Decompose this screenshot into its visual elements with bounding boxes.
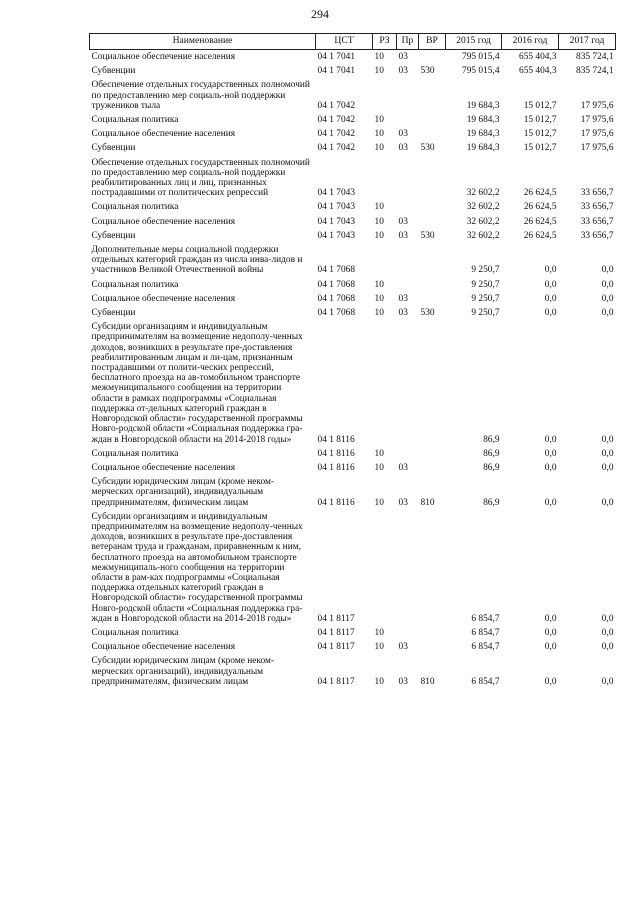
cell-2017: 17 975,6 (580, 129, 614, 140)
cell-pr (397, 198, 419, 212)
table-row (90, 154, 616, 199)
cell-cst: 04 1 7043 (317, 216, 355, 227)
cell-2017: 17 975,6 (580, 100, 614, 111)
cell-2017: 33 656,7 (580, 188, 614, 199)
cell-cst: 04 1 7043 (317, 230, 355, 241)
table-row (90, 290, 616, 304)
cell-2016: 15 012,7 (523, 129, 557, 140)
column-header-2017: 2017 год (559, 34, 616, 50)
cell-2017: 0,0 (601, 308, 614, 319)
cell-2015: 19 684,3 (466, 129, 500, 140)
cell-2015: 6 854,7 (471, 627, 500, 638)
cell-rz: 10 (374, 129, 384, 140)
cell-pr: 03 (398, 676, 408, 687)
cell-cst: 04 1 8117 (317, 676, 355, 687)
table-row (90, 318, 616, 444)
cell-2016: 26 624,5 (523, 230, 557, 241)
cell-vr (419, 318, 446, 444)
cell-2017: 17 975,6 (580, 143, 614, 154)
cell-cst: 04 1 8117 (317, 627, 355, 638)
cell-rz: 10 (374, 308, 384, 319)
table-body (90, 50, 616, 687)
cell-2015: 86,9 (483, 462, 500, 473)
table-row (90, 62, 616, 76)
cell-vr: 810 (420, 497, 435, 508)
cell-2015: 86,9 (483, 448, 500, 459)
cell-cst: 04 1 7043 (317, 188, 355, 199)
column-header-2015: 2015 год (446, 34, 502, 50)
cell-name: Субсидии юридическим лицам (кроме неком-мерческих организаций), индивидуальным предпринимателям, физическим лицам (91, 477, 275, 508)
cell-2015: 9 250,7 (471, 279, 500, 290)
table-row (90, 304, 616, 318)
cell-vr (419, 241, 446, 276)
cell-cst: 04 1 8116 (317, 448, 355, 459)
cell-vr: 530 (420, 66, 435, 77)
cell-2017: 0,0 (601, 642, 614, 653)
table-row (90, 445, 616, 459)
table-row (90, 624, 616, 638)
cell-cst: 04 1 7041 (317, 52, 355, 62)
cell-name: Социальная политика (91, 202, 179, 213)
cell-vr (419, 638, 446, 652)
cell-2016: 0,0 (544, 265, 557, 276)
cell-2017: 33 656,7 (580, 202, 614, 213)
cell-pr (397, 624, 419, 638)
cell-rz (373, 318, 397, 444)
table-row (90, 213, 616, 227)
table-row (90, 111, 616, 125)
column-header-cst: ЦСТ (316, 34, 373, 50)
cell-rz: 10 (374, 293, 384, 304)
table-row (90, 125, 616, 139)
cell-rz: 10 (374, 52, 384, 62)
cell-name: Социальное обеспечение населения (91, 129, 236, 140)
cell-cst: 04 1 7068 (317, 293, 355, 304)
cell-vr (419, 50, 446, 63)
cell-cst: 04 1 7068 (317, 279, 355, 290)
cell-vr (419, 198, 446, 212)
cell-2015: 86,9 (483, 434, 500, 445)
cell-2016: 0,0 (544, 293, 557, 304)
cell-pr (397, 76, 419, 111)
cell-2017: 835 724,1 (576, 52, 614, 62)
cell-2016: 0,0 (544, 627, 557, 638)
cell-pr (397, 241, 419, 276)
cell-vr (419, 445, 446, 459)
cell-pr: 03 (398, 52, 408, 62)
cell-name: Обеспечение отдельных государственных полномочий по предоставлению мер социаль-ной поддержки тружеников тыла (91, 80, 310, 111)
cell-2017: 0,0 (601, 448, 614, 459)
cell-rz (373, 241, 397, 276)
cell-2016: 0,0 (544, 613, 557, 624)
cell-2016: 0,0 (544, 642, 557, 653)
cell-pr (397, 445, 419, 459)
cell-pr: 03 (398, 129, 408, 140)
cell-cst: 04 1 8117 (317, 613, 355, 624)
cell-name: Обеспечение отдельных государственных полномочий по предоставлению мер социаль-ной поддержки реабилитированных лиц и лиц, признанных пострадавшими от политических репрессий (91, 157, 310, 199)
cell-2017: 33 656,7 (580, 216, 614, 227)
cell-name: Социальное обеспечение населения (91, 52, 236, 62)
cell-cst: 04 1 7068 (317, 265, 355, 276)
cell-cst: 04 1 8116 (317, 434, 355, 445)
column-header-vr: ВР (419, 34, 446, 50)
cell-2016: 0,0 (544, 448, 557, 459)
cell-2015: 6 854,7 (471, 676, 500, 687)
cell-2017: 835 724,1 (576, 66, 614, 77)
cell-pr: 03 (398, 143, 408, 154)
cell-rz: 10 (374, 497, 384, 508)
cell-name: Субвенции (91, 230, 136, 241)
cell-pr: 03 (398, 642, 408, 653)
cell-2016: 15 012,7 (523, 100, 557, 111)
cell-2015: 6 854,7 (471, 642, 500, 653)
cell-pr (397, 111, 419, 125)
cell-rz: 10 (374, 676, 384, 687)
cell-vr (419, 624, 446, 638)
cell-vr: 530 (420, 308, 435, 319)
cell-name: Социальное обеспечение населения (91, 642, 236, 653)
column-header-2016: 2016 год (502, 34, 559, 50)
cell-vr (419, 154, 446, 199)
cell-cst: 04 1 7043 (317, 202, 355, 213)
budget-table (89, 33, 616, 687)
cell-2017: 0,0 (601, 676, 614, 687)
cell-2015: 6 854,7 (471, 613, 500, 624)
cell-2015: 19 684,3 (466, 100, 500, 111)
cell-name: Субвенции (91, 308, 136, 319)
cell-2015: 32 602,2 (466, 188, 500, 199)
cell-vr (419, 125, 446, 139)
cell-2016: 0,0 (544, 462, 557, 473)
cell-cst: 04 1 8117 (317, 642, 355, 653)
table-row (90, 198, 616, 212)
cell-2016: 26 624,5 (523, 216, 557, 227)
cell-vr: 530 (420, 143, 435, 154)
cell-rz: 10 (374, 462, 384, 473)
cell-2015: 86,9 (483, 497, 500, 508)
cell-rz: 10 (374, 448, 384, 459)
cell-rz: 10 (374, 279, 384, 290)
cell-cst: 04 1 7041 (317, 66, 355, 77)
cell-pr: 03 (398, 216, 408, 227)
cell-vr (419, 76, 446, 111)
cell-2017: 0,0 (601, 279, 614, 290)
cell-2017: 33 656,7 (580, 230, 614, 241)
cell-name: Социальное обеспечение населения (91, 293, 236, 304)
column-header-name: Наименование (90, 34, 316, 50)
cell-2016: 15 012,7 (523, 115, 557, 126)
cell-2017: 0,0 (601, 627, 614, 638)
cell-name: Социальная политика (91, 627, 179, 638)
cell-name: Субсидии организациям и индивидуальным предпринимателям на возмещение недополу-ченных доходов, возникших в результате пре-доставления ветеранам труда и гражданам, приравненным к ним, бесплатного проезда на автомобильном транспорте межмуниципаль-ного сообщения на территории области в рам-ках подпрограммы «Социальная поддержка отдельных категорий граждан в Новгородской области» государственной программы Новго-родской области «Социальная поддержка гра-ждан в Новгородской области на 2014-2018 годы» (91, 511, 303, 624)
cell-name: Социальная политика (91, 448, 179, 459)
cell-2015: 32 602,2 (466, 230, 500, 241)
cell-cst: 04 1 7042 (317, 129, 355, 140)
cell-rz (373, 508, 397, 624)
cell-2017: 0,0 (601, 265, 614, 276)
table-row (90, 276, 616, 290)
cell-pr (397, 276, 419, 290)
cell-2015: 9 250,7 (471, 293, 500, 304)
column-header-rz: РЗ (373, 34, 397, 50)
cell-name: Субсидии юридическим лицам (кроме неком-мерческих организаций), индивидуальным предпринимателям, физическим лицам (91, 656, 275, 687)
cell-2015: 9 250,7 (471, 308, 500, 319)
cell-vr (419, 508, 446, 624)
cell-pr (397, 508, 419, 624)
table-row (90, 652, 616, 687)
cell-rz: 10 (374, 143, 384, 154)
cell-2017: 0,0 (601, 462, 614, 473)
column-header-pr: Пр (397, 34, 419, 50)
cell-rz: 10 (374, 642, 384, 653)
table-row (90, 50, 616, 63)
cell-rz: 10 (374, 216, 384, 227)
cell-2017: 0,0 (601, 497, 614, 508)
cell-cst: 04 1 7042 (317, 143, 355, 154)
cell-vr (419, 290, 446, 304)
cell-name: Социальное обеспечение населения (91, 216, 236, 227)
cell-rz: 10 (374, 627, 384, 638)
cell-2016: 26 624,5 (523, 188, 557, 199)
cell-2016: 0,0 (544, 497, 557, 508)
cell-2015: 32 602,2 (466, 216, 500, 227)
cell-2015: 795 015,4 (462, 66, 500, 77)
table-row (90, 76, 616, 111)
cell-2016: 655 404,3 (519, 52, 557, 62)
cell-name: Дополнительные меры социальной поддержки отдельных категорий граждан из числа инва-лидов и участников Великой Отечественной войны (91, 245, 303, 276)
cell-2017: 0,0 (601, 613, 614, 624)
cell-pr: 03 (398, 230, 408, 241)
cell-2016: 0,0 (544, 434, 557, 445)
cell-vr (419, 111, 446, 125)
cell-rz (373, 154, 397, 199)
cell-pr: 03 (398, 293, 408, 304)
cell-cst: 04 1 8116 (317, 497, 355, 508)
cell-2016: 0,0 (544, 676, 557, 687)
cell-2015: 19 684,3 (466, 115, 500, 126)
cell-cst: 04 1 8116 (317, 462, 355, 473)
cell-2016: 26 624,5 (523, 202, 557, 213)
cell-rz: 10 (374, 66, 384, 77)
cell-2017: 0,0 (601, 434, 614, 445)
cell-rz: 10 (374, 202, 384, 213)
cell-pr (397, 154, 419, 199)
cell-name: Субсидии организациям и индивидуальным предпринимателям на возмещение недополу-ченных доходов, возникших в результате пре-доставления реабилитированным лицам и ли-цам, признанным пострадавшими от полити-ческих репрессий, бесплатного проезда на ав-томобильном транспорте межмуниципального сообщения на территории области в рамках подпрограммы «Социальная поддержка от-дельных категорий граждан в Новгородской области» государственной программы Новго-родской области «Социальная поддержка гра-ждан в Новгородской области на 2014-2018 годы» (91, 322, 303, 445)
table-row (90, 241, 616, 276)
cell-vr: 530 (420, 230, 435, 241)
cell-cst: 04 1 7068 (317, 308, 355, 319)
table-row (90, 473, 616, 508)
cell-2015: 9 250,7 (471, 265, 500, 276)
cell-rz: 10 (374, 230, 384, 241)
cell-2016: 0,0 (544, 308, 557, 319)
cell-rz: 10 (374, 115, 384, 126)
cell-2015: 19 684,3 (466, 143, 500, 154)
cell-2016: 655 404,3 (519, 66, 557, 77)
table-row (90, 139, 616, 153)
cell-name: Социальная политика (91, 279, 179, 290)
table-row (90, 508, 616, 624)
table-row (90, 638, 616, 652)
cell-vr (419, 213, 446, 227)
table-row (90, 459, 616, 473)
cell-2015: 795 015,4 (462, 52, 500, 62)
cell-name: Социальная политика (91, 115, 179, 126)
table-header-row (90, 34, 616, 50)
cell-2017: 17 975,6 (580, 115, 614, 126)
cell-cst: 04 1 7042 (317, 100, 355, 111)
cell-vr (419, 459, 446, 473)
cell-pr: 03 (398, 462, 408, 473)
cell-name: Субвенции (91, 66, 136, 77)
cell-2015: 32 602,2 (466, 202, 500, 213)
cell-name: Социальное обеспечение населения (91, 462, 236, 473)
cell-rz (373, 76, 397, 111)
cell-cst: 04 1 7042 (317, 115, 355, 126)
cell-name: Субвенции (91, 143, 136, 154)
cell-2017: 0,0 (601, 293, 614, 304)
page-number: 294 (311, 7, 329, 21)
table-row (90, 227, 616, 241)
cell-2016: 0,0 (544, 279, 557, 290)
cell-pr: 03 (398, 66, 408, 77)
cell-pr: 03 (398, 497, 408, 508)
cell-pr (397, 318, 419, 444)
cell-vr (419, 276, 446, 290)
cell-2016: 15 012,7 (523, 143, 557, 154)
cell-vr: 810 (420, 676, 435, 687)
cell-pr: 03 (398, 308, 408, 319)
